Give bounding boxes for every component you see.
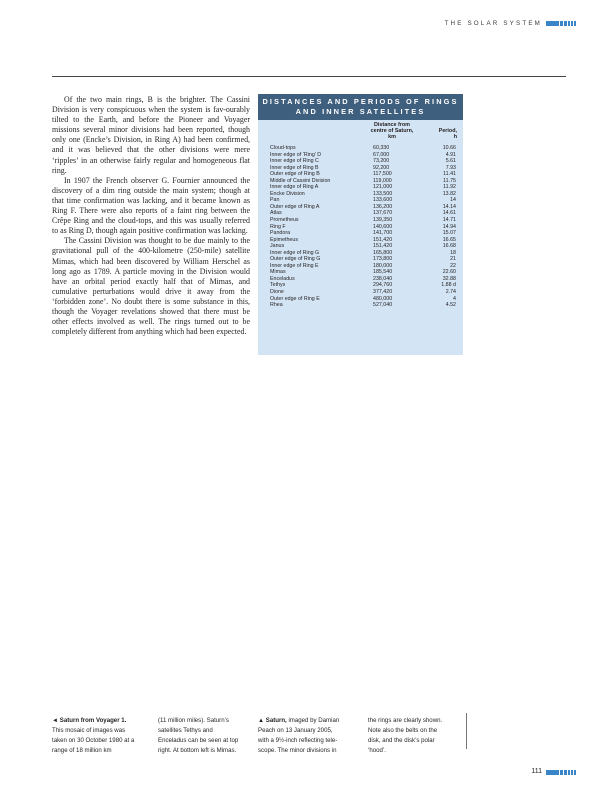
paragraph: In 1907 the French observer G. Fournier announced the discovery of a dim ring outside the main system; though at that time confirmation was lacking, and it became known as Ring F. There were also reports of a faint ring between the Crêpe Ring and the cloud-tops, and this was usually referred to as Ring D, though again positive confirmation was lacking. — [52, 175, 250, 236]
row-distance: 173,800 — [373, 256, 393, 263]
row-distance: 139,350 — [373, 217, 393, 224]
caption-col-4 — [368, 716, 468, 756]
row-name: Inner edge of Ring E — [270, 262, 319, 269]
row-name: Outer edge of Ring A — [270, 203, 320, 210]
row-name: Dione — [270, 289, 284, 296]
row-distance: 119,000 — [373, 177, 392, 184]
row-distance: 151,420 — [373, 236, 393, 243]
row-period: 14.61 — [442, 210, 456, 217]
row-period: 32.88 — [442, 275, 456, 282]
row-distance: 67,000 — [373, 151, 390, 158]
row-distance: 133,500 — [373, 190, 393, 197]
paragraph: Of the two main rings, B is the brighter. The Cassini Division is very conspicuous when the system is fav-ourably tilted to the Earth, and before the Pioneer and Voyager missions several minor divisions had been reported, though only one (Encke’s Division, in Ring A) had been confirmed, and it was believed that the other divisions were mere ‘ripples’ in an otherwise fairly regular and homogeneous flat ring. — [52, 95, 250, 175]
row-name: Enceladus — [270, 275, 295, 282]
caption-line: This mosaic of images was — [52, 727, 126, 734]
header-text: centre of Saturn, — [370, 128, 414, 135]
caption-line: ‘hood’. — [368, 747, 386, 754]
row-name: Epimetheus — [270, 236, 298, 243]
row-name: Tethys — [270, 282, 286, 289]
row-name: Inner edge of Ring A — [270, 184, 319, 191]
row-distance: 60,330 — [373, 145, 390, 151]
row-name: Cloud-tops — [270, 145, 296, 151]
caption-line: right. At bottom left is Mimas. — [158, 747, 237, 754]
row-name: Inner edge of ‘Ring’ D — [270, 151, 322, 158]
header-text: h — [453, 134, 457, 141]
row-period: 14 — [450, 197, 456, 204]
caption-col-2 — [158, 716, 258, 756]
table-title-line: DISTANCES AND PERIODS OF RINGS — [262, 97, 459, 106]
row-distance: 92,200 — [373, 164, 390, 171]
page-number: 111 — [531, 768, 542, 775]
caption-text: imaged by Damian — [286, 717, 340, 724]
period-column-header — [417, 122, 457, 141]
row-period: 22.60 — [442, 269, 456, 276]
row-distance: 185,540 — [373, 269, 393, 276]
row-period: 4 — [453, 295, 456, 302]
row-period: 1.88 d — [441, 282, 456, 289]
caption-col-3 — [258, 716, 358, 756]
row-period: 18 — [450, 249, 456, 256]
caption-line: satellites Tethys and — [158, 727, 213, 734]
caption-line: range of 18 million km — [52, 747, 112, 754]
row-distance: 527,040 — [373, 302, 393, 309]
row-period: 16.65 — [442, 236, 456, 243]
header-color-bar — [546, 21, 576, 26]
table-title-line: AND INNER SATELLITES — [295, 107, 426, 116]
row-name: Pandora — [270, 230, 291, 237]
row-distance: 141,700 — [373, 230, 393, 237]
row-period: 11.41 — [443, 171, 456, 178]
row-name: Inner edge of Ring C — [270, 158, 319, 165]
row-distance: 180,000 — [373, 262, 393, 269]
caption-line: Enceladus can be seen at top — [158, 737, 239, 744]
row-period: 22 — [450, 262, 456, 269]
caption-bold: Saturn from Voyager 1. — [59, 717, 127, 724]
row-distance: 151,420 — [373, 243, 393, 250]
section-title: THE SOLAR SYSTEM — [444, 20, 542, 27]
row-name: Janus — [270, 243, 285, 250]
row-period: 11.75 — [443, 177, 456, 184]
row-distance: 136,200 — [373, 203, 393, 210]
caption-bold: Saturn, — [265, 717, 287, 724]
header-text: Period, — [438, 128, 457, 135]
caption-line: disk, and the disk’s polar — [368, 737, 435, 744]
row-period: 14.71 — [442, 217, 456, 224]
row-period: 2.74 — [445, 289, 456, 296]
footer-color-bar — [546, 770, 576, 775]
caption-line: (11 million miles). Saturn’s — [158, 717, 229, 724]
paragraph: The Cassini Division was thought to be due mainly to the gravitational pull of the 400-kilometre (250-mile) satellite Mimas, which had been discovered by William Herschel as long ago as 1789. A particle moving in the Division would have an orbital period exactly half that of Mimas, and cumulative perturbations would drive it away from the ‘forbidden zone’. No doubt there is some substance in this, though the Voyager revelations showed that there must be other effects involved as well. The rings turned out to be completely different from anything which had been expected. — [52, 236, 250, 337]
row-distance: 165,800 — [373, 249, 393, 256]
row-distance: 117,500 — [373, 171, 392, 178]
caption-line: taken on 30 October 1980 at a — [52, 737, 135, 744]
row-period: 14.14 — [442, 203, 456, 210]
row-name: Pan — [270, 197, 280, 204]
row-name: Encke Division — [270, 190, 305, 197]
table-row — [270, 302, 456, 309]
row-period: 14.94 — [442, 223, 456, 230]
row-name: Prometheus — [270, 217, 299, 224]
row-distance: 238,040 — [373, 275, 393, 282]
row-distance: 294,760 — [373, 282, 393, 289]
row-period: 15.07 — [442, 230, 456, 237]
header-text: Distance from — [374, 122, 410, 128]
table-column-headers — [258, 122, 463, 144]
row-name: Ring F — [270, 223, 286, 230]
row-distance: 73,200 — [373, 158, 390, 165]
row-distance: 133,600 — [373, 197, 393, 204]
row-period: 4.91 — [445, 151, 456, 158]
table-title — [258, 94, 463, 120]
row-name: Middle of Cassini Division — [270, 177, 331, 184]
row-name: Inner edge of Ring G — [270, 249, 320, 256]
caption-line: Note also the belts on the — [368, 727, 438, 734]
caption-col-1 — [52, 716, 152, 756]
row-name: Inner edge of Ring B — [270, 164, 319, 171]
caption-line: with a 9½-inch reflecting tele- — [258, 737, 338, 744]
row-period: 7.93 — [445, 164, 456, 171]
row-period: 11.92 — [443, 184, 456, 191]
row-name: Mimas — [270, 269, 286, 276]
row-distance: 140,600 — [373, 223, 393, 230]
row-period: 5.61 — [445, 158, 456, 165]
row-period: 13.82 — [442, 190, 456, 197]
row-name: Atlas — [270, 210, 282, 217]
row-period: 10.66 — [442, 145, 456, 151]
row-period: 21 — [450, 256, 456, 263]
row-name: Outer edge of Ring B — [270, 171, 320, 178]
row-name: Rhea — [270, 302, 283, 309]
row-period: 4.52 — [445, 302, 456, 309]
row-period: 16.68 — [442, 243, 456, 250]
arrow-up-icon: ▲ — [258, 717, 265, 724]
body-text — [52, 95, 250, 337]
distance-column-header — [360, 122, 424, 141]
arrow-left-icon: ◄ — [52, 717, 59, 724]
distances-table — [258, 94, 463, 355]
row-distance: 121,000 — [373, 184, 393, 191]
caption-line: scope. The minor divisions in — [258, 747, 337, 754]
table-body — [270, 145, 456, 309]
caption-divider — [466, 713, 467, 749]
row-name: Outer edge of Ring G — [270, 256, 321, 263]
row-distance: 137,670 — [373, 210, 393, 217]
caption-line: Peach on 13 January 2005, — [258, 727, 333, 734]
row-distance: 480,000 — [373, 295, 393, 302]
row-distance: 377,420 — [373, 289, 393, 296]
header-rule — [52, 76, 566, 77]
row-name: Outer edge of Ring E — [270, 295, 320, 302]
header-text: km — [388, 134, 396, 141]
caption-line: the rings are clearly shown. — [368, 717, 443, 724]
